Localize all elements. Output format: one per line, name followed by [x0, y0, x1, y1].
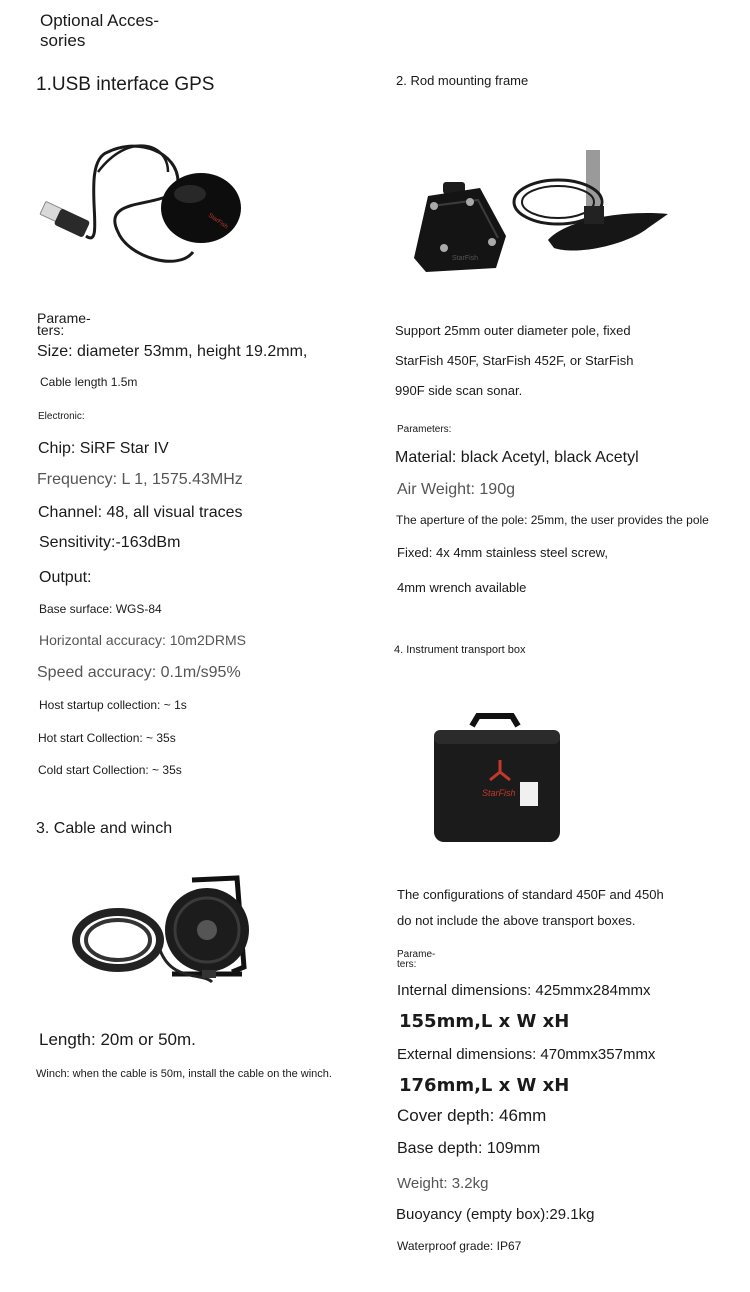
page-title-line1: Optional Acces-: [40, 11, 160, 30]
box-internal-dimensions-cont: 155mm,L x W xH: [399, 1011, 570, 1032]
usb-plug: [40, 201, 90, 237]
gps-channel: Channel: 48, all visual traces: [38, 504, 243, 521]
rod-heading: 2. Rod mounting frame: [396, 73, 529, 88]
gps-sensitivity: Sensitivity:-163dBm: [39, 534, 181, 551]
box-external-dimensions: External dimensions: 470mmx357mmx: [397, 1046, 656, 1063]
rod-wrench: 4mm wrench available: [397, 580, 527, 595]
gps-frequency: Frequency: L 1, 1575.43MHz: [37, 471, 243, 488]
gps-speed-accuracy: Speed accuracy: 0.1m/s95%: [37, 664, 241, 681]
winch-heading: 3. Cable and winch: [36, 820, 173, 837]
box-buoyancy: Buoyancy (empty box):29.1kg: [396, 1206, 595, 1223]
cable-coil: [76, 912, 160, 968]
gps-cold-start: Cold start Collection: ~ 35s: [38, 763, 182, 777]
rod-support-line3: 990F side scan sonar.: [395, 383, 523, 398]
box-heading: 4. Instrument transport box: [394, 644, 526, 656]
gps-electronic-label: Electronic:: [38, 411, 85, 422]
gps-hot-start: Hot start Collection: ~ 35s: [38, 731, 176, 745]
rod-logo-label: StarFish: [452, 255, 479, 262]
gps-output-label: Output:: [39, 569, 92, 586]
gps-logo-label: StarFish: [206, 212, 229, 231]
pole-with-sonar: [514, 150, 668, 251]
rod-support-line1: Support 25mm outer diameter pole, fixed: [395, 323, 631, 338]
box-config-line1: The configurations of standard 450F and 450h: [397, 887, 664, 902]
box-cover-depth: Cover depth: 46mm: [397, 1106, 547, 1125]
gps-cable-length: Cable length 1.5m: [40, 375, 138, 389]
gps-heading: 1.USB interface GPS: [36, 74, 215, 95]
usb-gps-image: [38, 132, 248, 282]
box-waterproof: Waterproof grade: IP67: [397, 1239, 522, 1253]
gps-puck: [161, 173, 241, 243]
rod-fixed: Fixed: 4x 4mm stainless steel screw,: [397, 545, 608, 560]
winch-reel: [160, 878, 249, 982]
rod-params-label: Parameters:: [397, 424, 452, 435]
box-external-dimensions-cont: 176mm,L x W xH: [399, 1075, 570, 1096]
page-title-line2: sories: [40, 31, 86, 50]
gps-horizontal-accuracy: Horizontal accuracy: 10m2DRMS: [39, 632, 246, 648]
box-base-depth: Base depth: 109mm: [397, 1140, 541, 1157]
gps-size: Size: diameter 53mm, height 19.2mm,: [37, 343, 308, 360]
gps-host-startup: Host startup collection: ~ 1s: [39, 698, 187, 712]
gps-params-label-line2: ters:: [37, 322, 65, 338]
rod-air-weight: Air Weight: 190g: [397, 481, 515, 498]
rod-aperture: The aperture of the pole: 25mm, the user provides the pole: [396, 513, 709, 527]
box-internal-dimensions: Internal dimensions: 425mmx284mmx: [397, 982, 651, 999]
gps-chip: Chip: SiRF Star IV: [38, 440, 169, 457]
winch-note: Winch: when the cable is 50m, install the cable on the winch.: [36, 1068, 332, 1080]
gps-params-label-line1: Parame-: [37, 310, 91, 326]
winch-length: Length: 20m or 50m.: [39, 1030, 196, 1049]
transport-case: [434, 716, 560, 842]
rod-support-line2: StarFish 450F, StarFish 452F, or StarFish: [395, 353, 634, 368]
box-params-label-line1: Parame-: [397, 949, 436, 960]
box-logo-label: StarFish: [482, 788, 516, 798]
gps-base-surface: Base surface: WGS-84: [39, 602, 162, 616]
rod-frame-image: [408, 148, 678, 278]
box-weight: Weight: 3.2kg: [397, 1175, 489, 1192]
rod-material: Material: black Acetyl, black Acetyl: [395, 449, 639, 466]
box-config-line2: do not include the above transport boxes.: [397, 913, 636, 928]
mount-bracket: [414, 182, 506, 272]
transport-box-image: [430, 712, 565, 850]
box-params-label-line2: ters:: [397, 959, 417, 970]
cable-winch-image: [72, 872, 262, 992]
